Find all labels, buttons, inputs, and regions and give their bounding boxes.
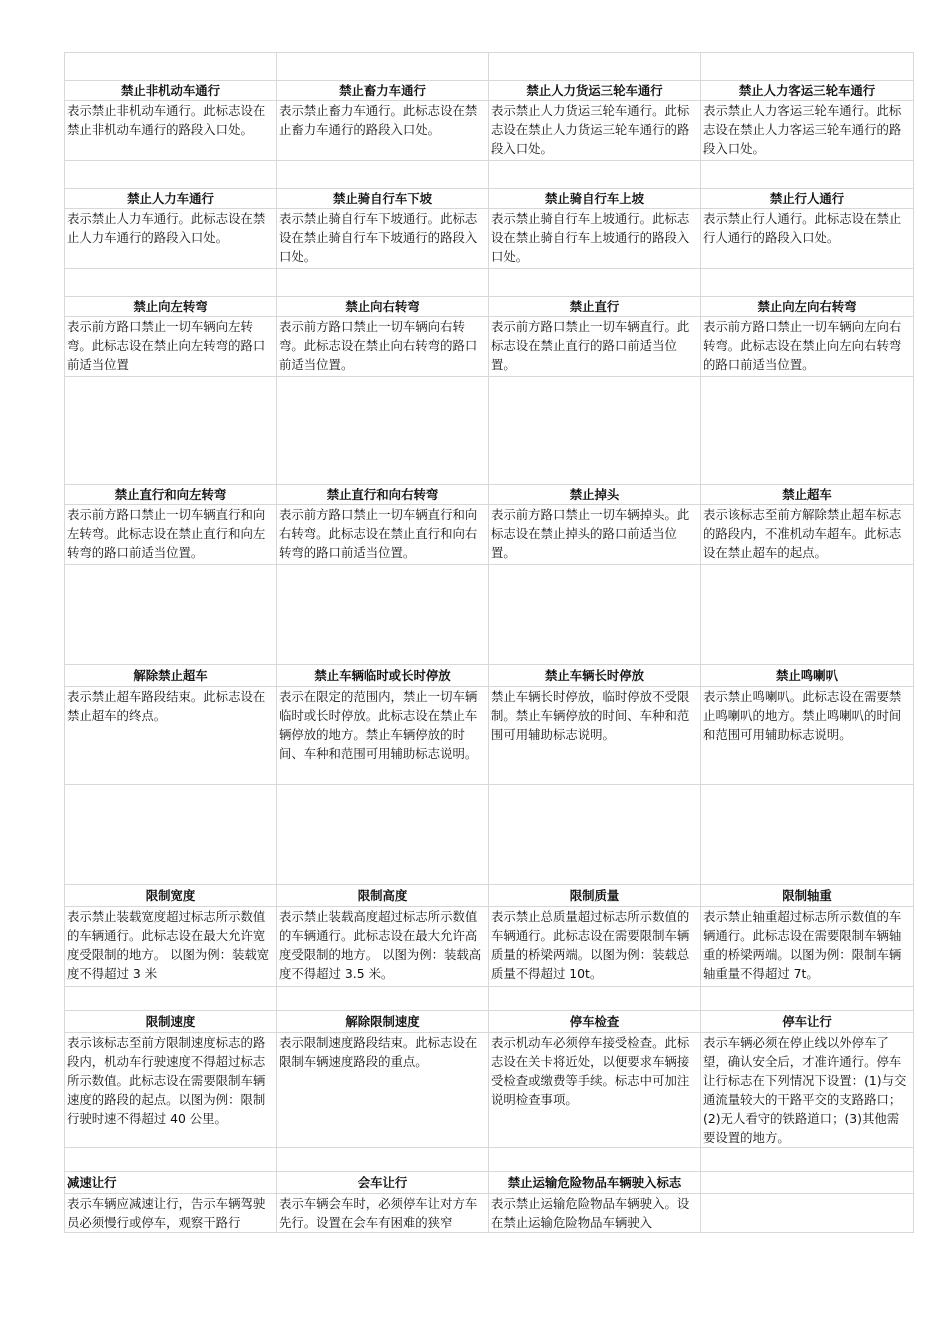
- spacer-row: [65, 1148, 914, 1172]
- empty-cell: [701, 161, 914, 189]
- description-text: 表示限制速度路段结束。此标志设在限制车辆速度路段的重点。: [279, 1035, 478, 1069]
- description-text: 表示禁止畜力车通行。此标志设在禁止畜力车通行的路段入口处。: [279, 103, 478, 137]
- empty-cell: [65, 377, 277, 485]
- sign-title: 限制高度: [277, 885, 489, 907]
- sign-description: [489, 505, 701, 565]
- sign-title: 禁止车辆长时停放: [489, 665, 701, 687]
- sign-description: [65, 687, 277, 785]
- empty-cell: [277, 785, 489, 885]
- empty-cell: [489, 161, 701, 189]
- description-row: [65, 209, 914, 269]
- sign-description: [65, 1033, 277, 1148]
- empty-cell: [701, 53, 914, 81]
- sign-title: 禁止直行和向右转弯: [277, 485, 489, 505]
- title-row: [65, 485, 914, 505]
- spreadsheet: [64, 52, 913, 1233]
- empty-cell: [65, 269, 277, 297]
- description-text: 表示该标志至前方解除禁止超车标志的路段内，不准机动车超车。此标志设在禁止超车的起点。: [703, 507, 902, 560]
- title-row: [65, 297, 914, 317]
- sign-description: [65, 209, 277, 269]
- description-text: 表示禁止运输危险物品车辆驶入。设在禁止运输危险物品车辆驶入: [491, 1196, 690, 1230]
- sign-table: [64, 52, 914, 1233]
- description-text: 表示前方路口禁止一切车辆掉头。此标志设在禁止掉头的路口前适当位置。: [491, 507, 690, 560]
- description-text: 表示禁止骑自行车上坡通行。此标志设在禁止骑自行车上坡通行的路段入口处。: [491, 211, 690, 264]
- description-text: 表示禁止装载宽度超过标志所示数值的车辆通行。此标志设在最大允许宽度受限制的地方。 以图为例：装载宽度不得超过 3 米: [67, 909, 270, 981]
- empty-cell: [701, 377, 914, 485]
- empty-cell: [701, 269, 914, 297]
- description-row: [65, 317, 914, 377]
- title-row: [65, 81, 914, 101]
- title-row: [65, 665, 914, 687]
- description-text: 表示前方路口禁止一切车辆直行和向右转弯。此标志设在禁止直行和向右转弯的路口前适当位置。: [279, 507, 478, 560]
- sign-title: 禁止运输危险物品车辆驶入标志: [489, 1172, 701, 1194]
- empty-cell: [489, 53, 701, 81]
- sign-title: 禁止直行和向左转弯: [65, 485, 277, 505]
- empty-cell: [65, 785, 277, 885]
- empty-cell: [489, 565, 701, 665]
- description-row: [65, 1033, 914, 1148]
- sign-description: [65, 101, 277, 161]
- sign-description: [701, 687, 914, 785]
- empty-cell: [65, 53, 277, 81]
- description-text: 表示禁止总质量超过标志所示数值的车辆通行。此标志设在需要限制车辆质量的桥梁两端。以图为例：装载总质量不得超过 10t。: [491, 909, 690, 981]
- description-text: 表示禁止装载高度超过标志所示数值的车辆通行。此标志设在最大允许高度受限制的地方。 以图为例：装载高度不得超过 3.5 米。: [279, 909, 482, 981]
- sign-description: [701, 1033, 914, 1148]
- sign-description: [277, 101, 489, 161]
- empty-cell: [489, 269, 701, 297]
- description-text: 表示车辆必须在停止线以外停车了望，确认安全后，才准许通行。停车让行标志在下列情况下设置：(1)与交通流量较大的干路平交的支路路口；(2)无人看守的铁路道口；(3)其他需要设置的地方。: [703, 1035, 907, 1145]
- description-text: 表示禁止人力车通行。此标志设在禁止人力车通行的路段入口处。: [67, 211, 266, 245]
- sign-description: [701, 505, 914, 565]
- spacer-row: [65, 987, 914, 1011]
- sign-title: 禁止行人通行: [701, 189, 914, 209]
- spacer-row: [65, 53, 914, 81]
- sign-title: 限制质量: [489, 885, 701, 907]
- sign-description: [277, 317, 489, 377]
- description-row: [65, 1194, 914, 1233]
- sign-title: 禁止人力客运三轮车通行: [701, 81, 914, 101]
- sign-title: 限制速度: [65, 1011, 277, 1033]
- description-text: 表示前方路口禁止一切车辆向右转弯。此标志设在禁止向右转弯的路口前适当位置。: [279, 319, 478, 372]
- sign-description: [489, 209, 701, 269]
- sign-title: 禁止向右转弯: [277, 297, 489, 317]
- sign-title: 解除限制速度: [277, 1011, 489, 1033]
- empty-cell: [489, 377, 701, 485]
- empty-cell: [277, 1148, 489, 1172]
- sign-title: 禁止鸣喇叭: [701, 665, 914, 687]
- description-text: 表示机动车必须停车接受检查。此标志设在关卡将近处，以便要求车辆接受检查或缴费等手续。标志中可加注说明检查事项。: [491, 1035, 690, 1107]
- empty-cell: [65, 565, 277, 665]
- description-text: 表示禁止行人通行。此标志设在禁止行人通行的路段入口处。: [703, 211, 902, 245]
- sign-description: [489, 687, 701, 785]
- image-space-row: [65, 565, 914, 665]
- spacer-row: [65, 161, 914, 189]
- sign-description: [701, 317, 914, 377]
- title-row: [65, 1011, 914, 1033]
- empty-cell: [701, 1148, 914, 1172]
- description-row: [65, 101, 914, 161]
- empty-cell: [277, 377, 489, 485]
- sign-description: [489, 907, 701, 987]
- empty-cell: [489, 785, 701, 885]
- sign-description: [65, 907, 277, 987]
- spacer-row: [65, 269, 914, 297]
- description-text: 表示禁止人力货运三轮车通行。此标志设在禁止人力货运三轮车通行的路段入口处。: [491, 103, 690, 156]
- description-text: 表示在限定的范围内，禁止一切车辆临时或长时停放。此标志设在禁止车辆停放的地方。禁止车辆停放的时间、车种和范围可用辅助标志说明。: [279, 689, 478, 761]
- description-text: 表示禁止人力客运三轮车通行。此标志设在禁止人力客运三轮车通行的路段入口处。: [703, 103, 902, 156]
- empty-cell: [701, 987, 914, 1011]
- description-text: 表示禁止超车路段结束。此标志设在禁止超车的终点。: [67, 689, 266, 723]
- sign-title: 禁止人力车通行: [65, 189, 277, 209]
- sign-title: 会车让行: [277, 1172, 489, 1194]
- sign-title: 禁止向左向右转弯: [701, 297, 914, 317]
- sign-description: [277, 687, 489, 785]
- title-row: [65, 189, 914, 209]
- description-text: 表示车辆应减速让行，告示车辆驾驶员必须慢行或停车，观察干路行: [67, 1196, 266, 1230]
- empty-cell: [277, 269, 489, 297]
- sign-title: 禁止人力货运三轮车通行: [489, 81, 701, 101]
- sign-description: [277, 209, 489, 269]
- sign-description: [65, 1194, 277, 1233]
- sign-title: 限制宽度: [65, 885, 277, 907]
- sign-title: 禁止车辆临时或长时停放: [277, 665, 489, 687]
- sign-description: [277, 907, 489, 987]
- description-text: 表示前方路口禁止一切车辆向左转弯。此标志设在禁止向左转弯的路口前适当位置: [67, 319, 266, 372]
- empty-cell: [65, 161, 277, 189]
- sign-description: [489, 1033, 701, 1148]
- description-text: 表示车辆会车时，必须停车让对方车先行。设置在会车有困难的狭窄: [279, 1196, 478, 1230]
- description-text: 表示禁止非机动车通行。此标志设在禁止非机动车通行的路段入口处。: [67, 103, 266, 137]
- title-row: [65, 1172, 914, 1194]
- description-text: 表示该标志至前方限制速度标志的路段内，机动车行驶速度不得超过标志所示数值。此标志设在需要限制车辆速度的路段的起点。以图为例：限制行驶时速不得超过 40 公里。: [67, 1035, 266, 1126]
- sign-title: 禁止超车: [701, 485, 914, 505]
- sign-title: 禁止骑自行车下坡: [277, 189, 489, 209]
- sign-title: [701, 1172, 914, 1194]
- sign-title: 解除禁止超车: [65, 665, 277, 687]
- sign-title: 禁止掉头: [489, 485, 701, 505]
- description-row: [65, 687, 914, 785]
- sign-title: 停车检查: [489, 1011, 701, 1033]
- sign-description: [701, 1194, 914, 1233]
- sign-description: [65, 505, 277, 565]
- description-text: 表示禁止轴重超过标志所示数值的车辆通行。此标志设在需要限制车辆轴重的桥梁两端。以图为例：限制车辆轴重量不得超过 7t。: [703, 909, 902, 981]
- sign-title: 停车让行: [701, 1011, 914, 1033]
- empty-cell: [701, 565, 914, 665]
- empty-cell: [489, 987, 701, 1011]
- empty-cell: [489, 1148, 701, 1172]
- empty-cell: [277, 53, 489, 81]
- sign-description: [277, 1194, 489, 1233]
- sign-description: [489, 101, 701, 161]
- sign-description: [65, 317, 277, 377]
- description-text: 表示前方路口禁止一切车辆直行。此标志设在禁止直行的路口前适当位置。: [491, 319, 690, 372]
- description-text: 表示禁止骑自行车下坡通行。此标志设在禁止骑自行车下坡通行的路段入口处。: [279, 211, 478, 264]
- sign-description: [489, 1194, 701, 1233]
- empty-cell: [701, 785, 914, 885]
- description-row: [65, 505, 914, 565]
- description-text: 表示禁止鸣喇叭。此标志设在需要禁止鸣喇叭的地方。禁止鸣喇叭的时间和范围可用辅助标志说明。: [703, 689, 902, 742]
- sign-title: 禁止直行: [489, 297, 701, 317]
- description-text: 表示前方路口禁止一切车辆直行和向左转弯。此标志设在禁止直行和向左转弯的路口前适当位置。: [67, 507, 266, 560]
- empty-cell: [65, 987, 277, 1011]
- sign-description: [489, 317, 701, 377]
- sign-description: [277, 1033, 489, 1148]
- sign-description: [701, 209, 914, 269]
- sign-title: 禁止向左转弯: [65, 297, 277, 317]
- title-row: [65, 885, 914, 907]
- empty-cell: [277, 161, 489, 189]
- image-space-row: [65, 377, 914, 485]
- description-text: 表示前方路口禁止一切车辆向左向右转弯。此标志设在禁止向左向右转弯的路口前适当位置。: [703, 319, 902, 372]
- sign-description: [701, 907, 914, 987]
- sign-title: 减速让行: [65, 1172, 277, 1194]
- sign-title: 禁止非机动车通行: [65, 81, 277, 101]
- description-row: [65, 907, 914, 987]
- empty-cell: [277, 987, 489, 1011]
- sign-title: 禁止畜力车通行: [277, 81, 489, 101]
- sign-title: 禁止骑自行车上坡: [489, 189, 701, 209]
- sign-title: 限制轴重: [701, 885, 914, 907]
- sign-description: [277, 505, 489, 565]
- image-space-row: [65, 785, 914, 885]
- empty-cell: [277, 565, 489, 665]
- description-text: 禁止车辆长时停放，临时停放不受限制。禁止车辆停放的时间、车种和范围可用辅助标志说明。: [491, 689, 690, 742]
- empty-cell: [65, 1148, 277, 1172]
- sign-description: [701, 101, 914, 161]
